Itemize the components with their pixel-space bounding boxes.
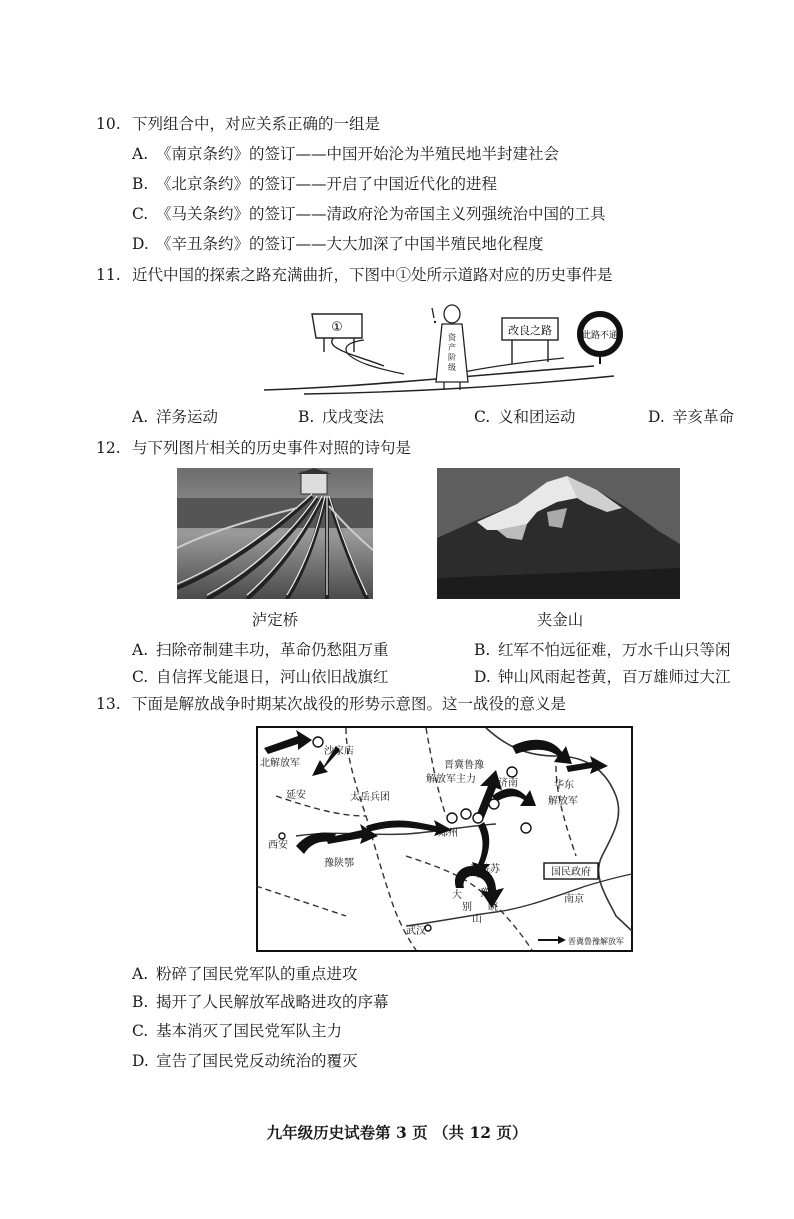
question-text: 近代中国的探索之路充满曲折，下图中①处所示道路对应的历史事件是 [132, 266, 613, 284]
luding-bridge-photo [177, 468, 373, 599]
caption-jiajin-mountain: 夹金山 [536, 611, 584, 629]
svg-text:豫陕鄂: 豫陕鄂 [324, 858, 354, 869]
svg-text:阶: 阶 [448, 353, 456, 362]
svg-text:皖: 皖 [488, 902, 498, 913]
svg-text:豫皖苏: 豫皖苏 [470, 864, 500, 875]
sign-1-label: ① [331, 320, 343, 335]
question-11-stem [96, 264, 613, 286]
svg-text:资: 资 [448, 333, 456, 342]
question-12-stem [96, 437, 411, 459]
svg-text:别: 别 [462, 902, 472, 913]
sign-reform-road [502, 318, 558, 364]
question-text: 下面是解放战争时期某次战役的形势示意图。这一战役的意义是 [132, 695, 567, 713]
q10-option-a: A. 《南京条约》的签订——中国开始沦为半殖民地半封建社会 [132, 145, 560, 163]
q11-option-b: B. 戊戌变法 [298, 408, 385, 426]
svg-text:改良之路: 改良之路 [508, 324, 552, 337]
svg-text:产: 产 [448, 343, 456, 352]
q13-option-c: C. 基本消灭了国民党军队主力 [132, 1022, 343, 1040]
question-number: 13. [96, 695, 121, 713]
question-10-stem [96, 113, 380, 135]
question-text: 与下列图片相关的历史事件对照的诗句是 [132, 439, 412, 457]
q13-option-a: A. 粉碎了国民党军队的重点进攻 [132, 965, 358, 983]
svg-text:沙家店: 沙家店 [324, 746, 354, 757]
sign-dead-end [580, 314, 620, 364]
svg-text:大: 大 [452, 890, 462, 901]
q12-option-d: D. 钟山风雨起苍黄，百万雄师过大江 [474, 668, 731, 686]
question-text: 下列组合中，对应关系正确的一组是 [132, 115, 381, 133]
svg-text:南京: 南京 [564, 894, 584, 905]
svg-text:晋冀鲁豫: 晋冀鲁豫 [444, 760, 484, 771]
svg-text:北解放军: 北解放军 [260, 758, 300, 769]
road-cartoon [264, 298, 624, 398]
bourgeoisie-figure [432, 305, 468, 390]
question-number: 10. [96, 115, 121, 133]
question-13-stem [96, 693, 566, 715]
svg-text:延安: 延安 [286, 790, 306, 801]
q13-option-d: D. 宣告了国民党反动统治的覆灭 [132, 1052, 358, 1070]
svg-text:级: 级 [448, 363, 456, 372]
sign-1 [312, 314, 362, 352]
q11-option-a: A. 洋务运动 [132, 408, 219, 426]
campaign-map [256, 726, 633, 952]
svg-text:此路不通: 此路不通 [581, 331, 619, 341]
question-number: 11. [96, 266, 121, 284]
q10-option-c: C. 《马关条约》的签订——清政府沦为帝国主义列强统治中国的工具 [132, 205, 606, 223]
svg-text:华东: 华东 [554, 780, 574, 791]
q13-option-b: B. 揭开了人民解放军战略进攻的序幕 [132, 993, 389, 1011]
question-number: 12. [96, 439, 121, 457]
jiajin-mountain-photo [437, 468, 680, 599]
svg-text:济南: 济南 [498, 778, 518, 789]
q10-option-b: B. 《北京条约》的签订——开启了中国近代化的进程 [132, 175, 498, 193]
page-footer: 九年级历史试卷第 3 页 （共 12 页） [266, 1123, 528, 1142]
q11-option-d: D. 辛亥革命 [648, 408, 735, 426]
svg-text:解放军主力: 解放军主力 [426, 774, 476, 785]
svg-text:国民政府: 国民政府 [551, 867, 591, 878]
q12-option-a: A. 扫除帝制建丰功，革命仍愁阻万重 [132, 641, 389, 659]
q10-option-d: D. 《辛丑条约》的签订——大大加深了中国半殖民地化程度 [132, 235, 544, 253]
svg-text:豫: 豫 [480, 888, 490, 899]
q12-option-b: B. 红军不怕远征难，万水千山只等闲 [474, 641, 731, 659]
svg-text:太岳兵团: 太岳兵团 [350, 792, 390, 803]
svg-text:郑州: 郑州 [438, 828, 458, 839]
svg-text:晋冀鲁豫解放军: 晋冀鲁豫解放军 [568, 937, 624, 946]
svg-text:解放军: 解放军 [548, 796, 578, 807]
svg-text:山: 山 [472, 914, 482, 925]
svg-text:武汉: 武汉 [406, 926, 426, 937]
svg-text:西安: 西安 [268, 840, 288, 851]
caption-luding-bridge: 泸定桥 [251, 611, 299, 629]
q12-option-c: C. 自信挥戈能退日，河山依旧战旗红 [132, 668, 389, 686]
q11-option-c: C. 义和团运动 [474, 408, 576, 426]
